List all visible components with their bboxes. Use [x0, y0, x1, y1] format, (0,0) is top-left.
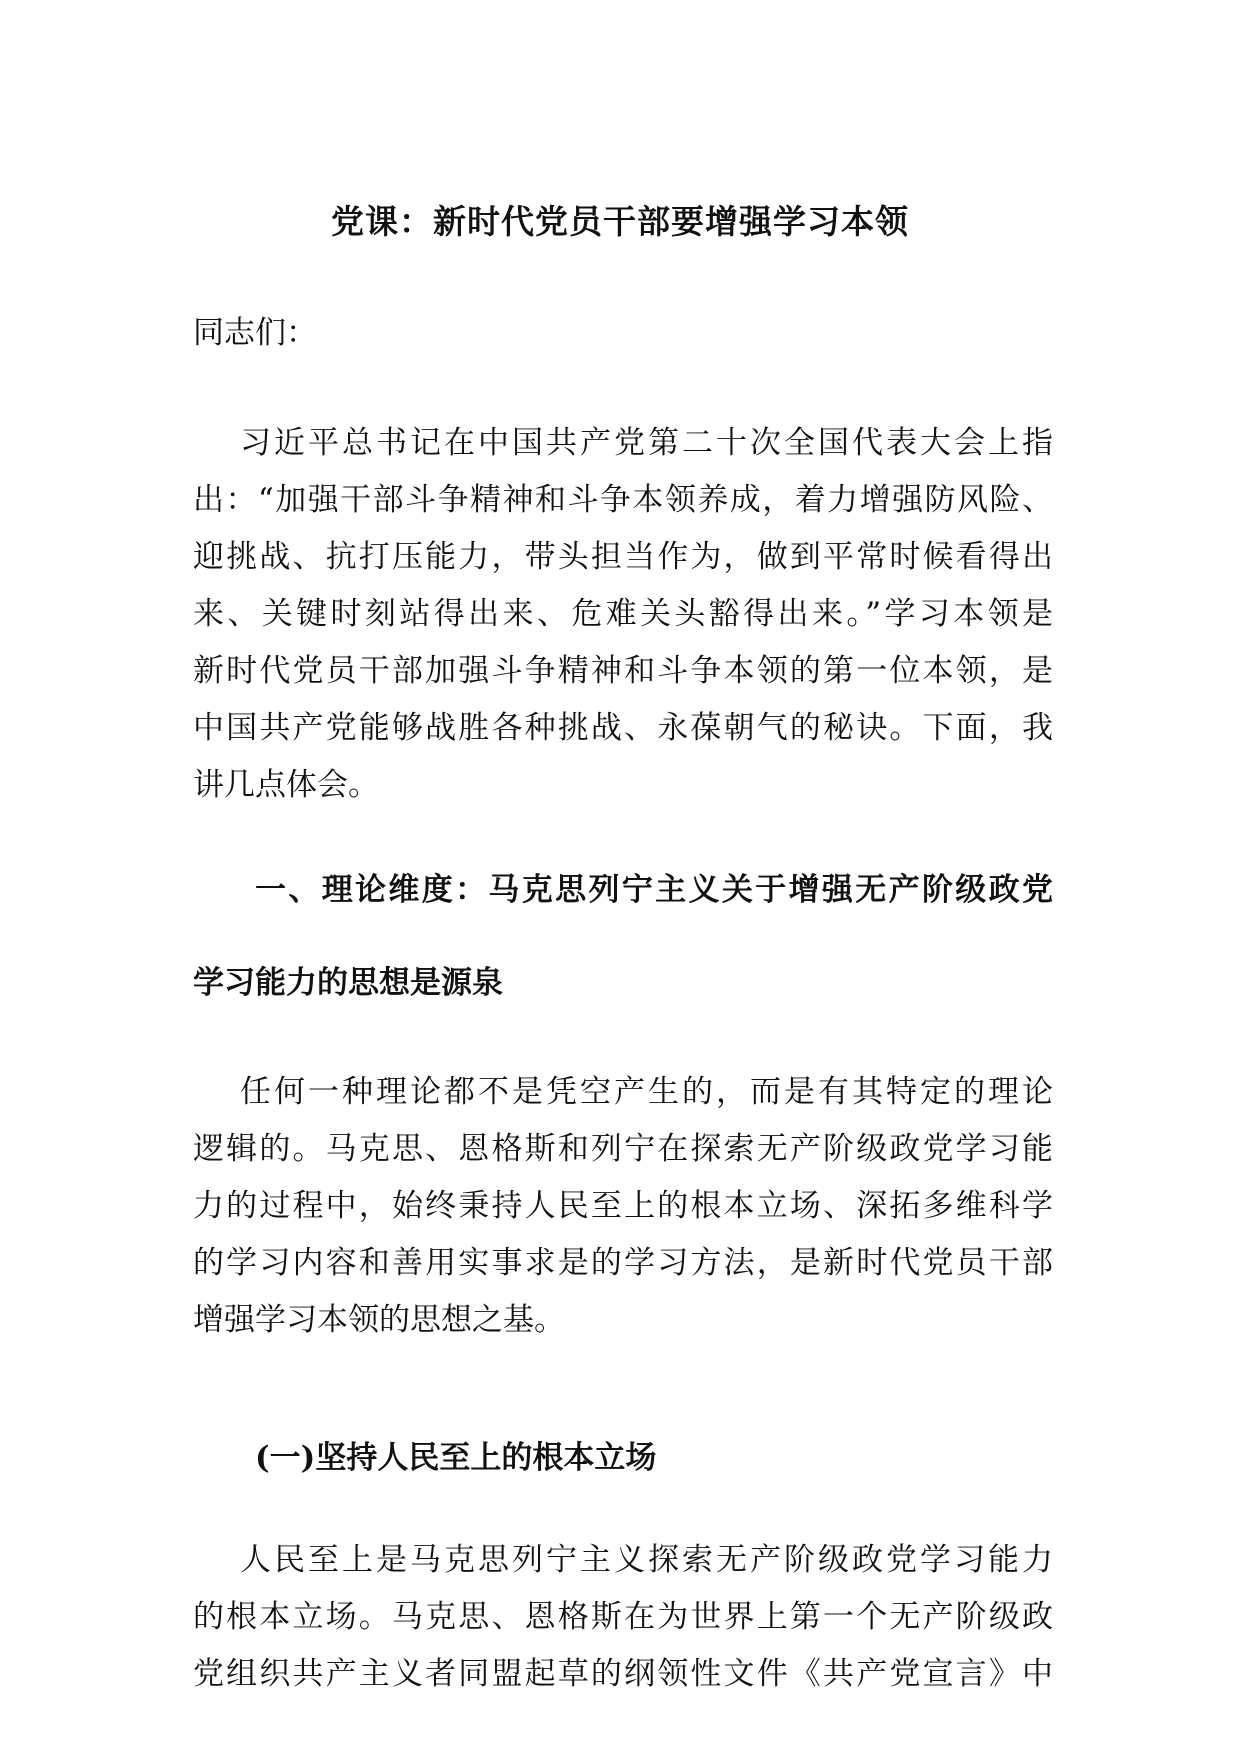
paragraph-line: 人民至上是马克思列宁主义探索无产阶级政党学习能力 — [240, 1542, 1053, 1578]
paragraph-line: 的根本立场。马克思、恩格斯在为世界上第一个无产阶级政 — [193, 1599, 1053, 1635]
paragraph-line: 逻辑的。马克思、恩格斯和列宁在探索无产阶级政党学习能 — [193, 1131, 1053, 1167]
paragraph-line: 出：“加强干部斗争精神和斗争本领养成，着力增强防风险、 — [193, 482, 1053, 518]
intro-paragraph — [193, 415, 1053, 814]
section-paragraph — [193, 1064, 1053, 1349]
paragraph-line: 力的过程中，始终秉持人民至上的根本立场、深拓多维科学 — [193, 1188, 1053, 1224]
paragraph-line: 讲几点体会。 — [193, 767, 379, 803]
paragraph-line: 增强学习本领的思想之基。 — [193, 1302, 565, 1338]
paragraph-line: 迎挑战、抗打压能力，带头担当作为，做到平常时候看得出 — [193, 539, 1053, 575]
section-heading-line: 一、理论维度：马克思列宁主义关于增强无产阶级政党 — [255, 872, 1053, 908]
subsection-heading: (一)坚持人民至上的根本立场 — [255, 1440, 657, 1476]
greeting: 同志们： — [193, 315, 317, 351]
paragraph-line: 来、关键时刻站得出来、危难关头豁得出来。”学习本领是 — [193, 596, 1053, 632]
paragraph-line: 党组织共产主义者同盟起草的纲领性文件《共产党宣言》中 — [193, 1656, 1053, 1692]
paragraph-line: 中国共产党能够战胜各种挑战、永葆朝气的秘诀。下面，我 — [193, 710, 1053, 746]
subsection-paragraph — [193, 1532, 1053, 1703]
paragraph-line: 任何一种理论都不是凭空产生的，而是有其特定的理论 — [240, 1074, 1053, 1110]
paragraph-line: 习近平总书记在中国共产党第二十次全国代表大会上指 — [240, 425, 1053, 461]
document-title: 党课：新时代党员干部要增强学习本领 — [331, 202, 909, 241]
paragraph-line: 的学习内容和善用实事求是的学习方法，是新时代党员干部 — [193, 1245, 1053, 1281]
section-heading-line: 学习能力的思想是源泉 — [193, 965, 503, 1001]
paragraph-line: 新时代党员干部加强斗争精神和斗争本领的第一位本领，是 — [193, 653, 1053, 689]
